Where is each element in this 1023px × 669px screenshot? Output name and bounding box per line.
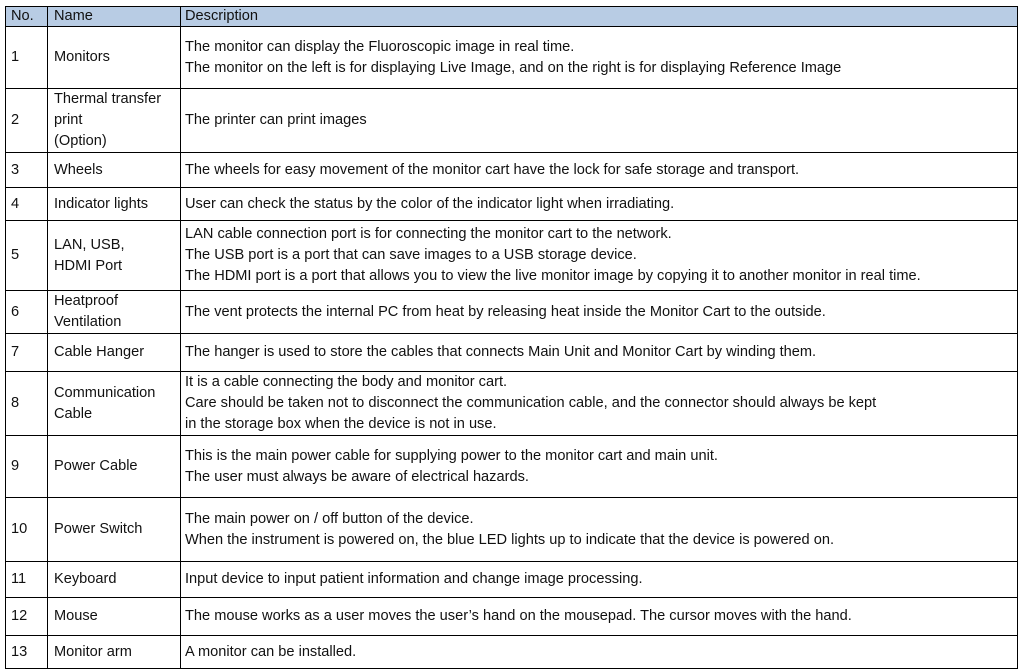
row-name-line: Cable Hanger <box>54 344 145 360</box>
row-name <box>48 636 181 669</box>
row-number: 10 <box>6 498 48 562</box>
row-name-line: Indicator lights <box>54 195 149 212</box>
row-name-line: LAN, USB, <box>54 236 125 253</box>
row-description <box>181 153 1018 188</box>
row-description-line: The monitor can display the Fluoroscopic image in real time. <box>185 38 575 55</box>
row-description <box>181 598 1018 636</box>
row-name <box>48 153 181 188</box>
row-name <box>48 291 181 334</box>
row-name-line: Heatproof <box>54 293 119 309</box>
row-name-line: Monitor arm <box>54 643 132 660</box>
row-description-line: The main power on / off button of the device. <box>185 510 474 527</box>
table-row <box>6 436 1018 498</box>
row-description <box>181 562 1018 598</box>
row-description-line: in the storage box when the device is not in use. <box>185 416 497 432</box>
row-description <box>181 221 1018 291</box>
row-description-line: The printer can print images <box>185 112 367 128</box>
table-row <box>6 562 1018 598</box>
table-row <box>6 153 1018 188</box>
row-name <box>48 221 181 291</box>
row-name <box>48 436 181 498</box>
row-name-line: Thermal transfer <box>54 91 162 107</box>
row-description-line: The mouse works as a user moves the user’s hand on the mousepad. The cursor moves with the hand. <box>185 608 852 624</box>
row-number: 2 <box>6 89 48 153</box>
row-description-line: A monitor can be installed. <box>185 643 357 660</box>
row-description <box>181 89 1018 153</box>
row-name-line: Keyboard <box>54 571 117 587</box>
row-description-line: The USB port is a port that can save images to a USB storage device. <box>185 247 637 263</box>
row-description-line: The wheels for easy movement of the monitor cart have the lock for safe storage and transport. <box>185 161 800 178</box>
row-number: 13 <box>6 636 48 669</box>
row-description-line: User can check the status by the color of the indicator light when irradiating. <box>185 195 675 212</box>
table-body <box>6 27 1018 669</box>
component-table <box>5 6 1018 669</box>
row-name-line: Power Switch <box>54 521 143 537</box>
row-description-line: When the instrument is powered on, the blue LED lights up to indicate that the device is powered on. <box>185 531 834 548</box>
row-name-line: (Option) <box>54 133 107 149</box>
row-name-line: Wheels <box>54 161 103 178</box>
row-description <box>181 498 1018 562</box>
row-description <box>181 334 1018 372</box>
row-name <box>48 562 181 598</box>
row-name <box>48 27 181 89</box>
row-number: 11 <box>6 562 48 598</box>
row-description-line: Care should be taken not to disconnect the communication cable, and the connector should always be kept <box>185 395 877 411</box>
row-name <box>48 598 181 636</box>
row-name-line: Ventilation <box>54 314 122 330</box>
header-description: Description <box>181 7 1018 27</box>
row-number: 3 <box>6 153 48 188</box>
row-number: 7 <box>6 334 48 372</box>
row-name-line: Mouse <box>54 608 98 624</box>
table-row <box>6 89 1018 153</box>
table-row <box>6 498 1018 562</box>
row-number: 9 <box>6 436 48 498</box>
row-number: 6 <box>6 291 48 334</box>
row-description-line: This is the main power cable for supplying power to the monitor cart and main unit. <box>185 447 718 464</box>
table-row <box>6 334 1018 372</box>
row-number: 5 <box>6 221 48 291</box>
row-description <box>181 291 1018 334</box>
row-description-line: It is a cable connecting the body and monitor cart. <box>185 374 508 390</box>
row-description <box>181 436 1018 498</box>
header-no: No. <box>6 7 48 27</box>
header-name: Name <box>48 7 181 27</box>
row-description <box>181 188 1018 221</box>
row-name-line: HDMI Port <box>54 257 123 274</box>
row-description-line: LAN cable connection port is for connecting the monitor cart to the network. <box>185 226 672 242</box>
table-row <box>6 372 1018 436</box>
row-name <box>48 498 181 562</box>
row-description-line: The monitor on the left is for displaying Live Image, and on the right is for displaying Reference Image <box>185 59 842 76</box>
table-row <box>6 221 1018 291</box>
table-row <box>6 636 1018 669</box>
row-number: 1 <box>6 27 48 89</box>
row-description-line: Input device to input patient information and change image processing. <box>185 571 643 587</box>
row-name-line: Monitors <box>54 49 110 65</box>
row-name-line: Communication <box>54 384 156 401</box>
row-description <box>181 636 1018 669</box>
row-description <box>181 27 1018 89</box>
table-row <box>6 291 1018 334</box>
row-name <box>48 89 181 153</box>
row-description-line: The user must always be aware of electrical hazards. <box>185 468 529 485</box>
row-name-line: print <box>54 112 83 128</box>
row-description-line: The vent protects the internal PC from heat by releasing heat inside the Monitor Cart to the outside. <box>185 303 826 320</box>
row-number: 8 <box>6 372 48 436</box>
header-row <box>6 7 1018 27</box>
row-name <box>48 188 181 221</box>
row-description-line: The hanger is used to store the cables that connects Main Unit and Monitor Cart by winding them. <box>185 344 817 360</box>
row-number: 4 <box>6 188 48 221</box>
row-description-line: The HDMI port is a port that allows you to view the live monitor image by copying it to another monitor in real time. <box>185 268 921 284</box>
table-row <box>6 598 1018 636</box>
row-description <box>181 372 1018 436</box>
row-name-line: Cable <box>54 405 93 422</box>
table-row <box>6 27 1018 89</box>
row-name-line: Power Cable <box>54 458 138 474</box>
table-row <box>6 188 1018 221</box>
row-name <box>48 334 181 372</box>
row-name <box>48 372 181 436</box>
row-number: 12 <box>6 598 48 636</box>
